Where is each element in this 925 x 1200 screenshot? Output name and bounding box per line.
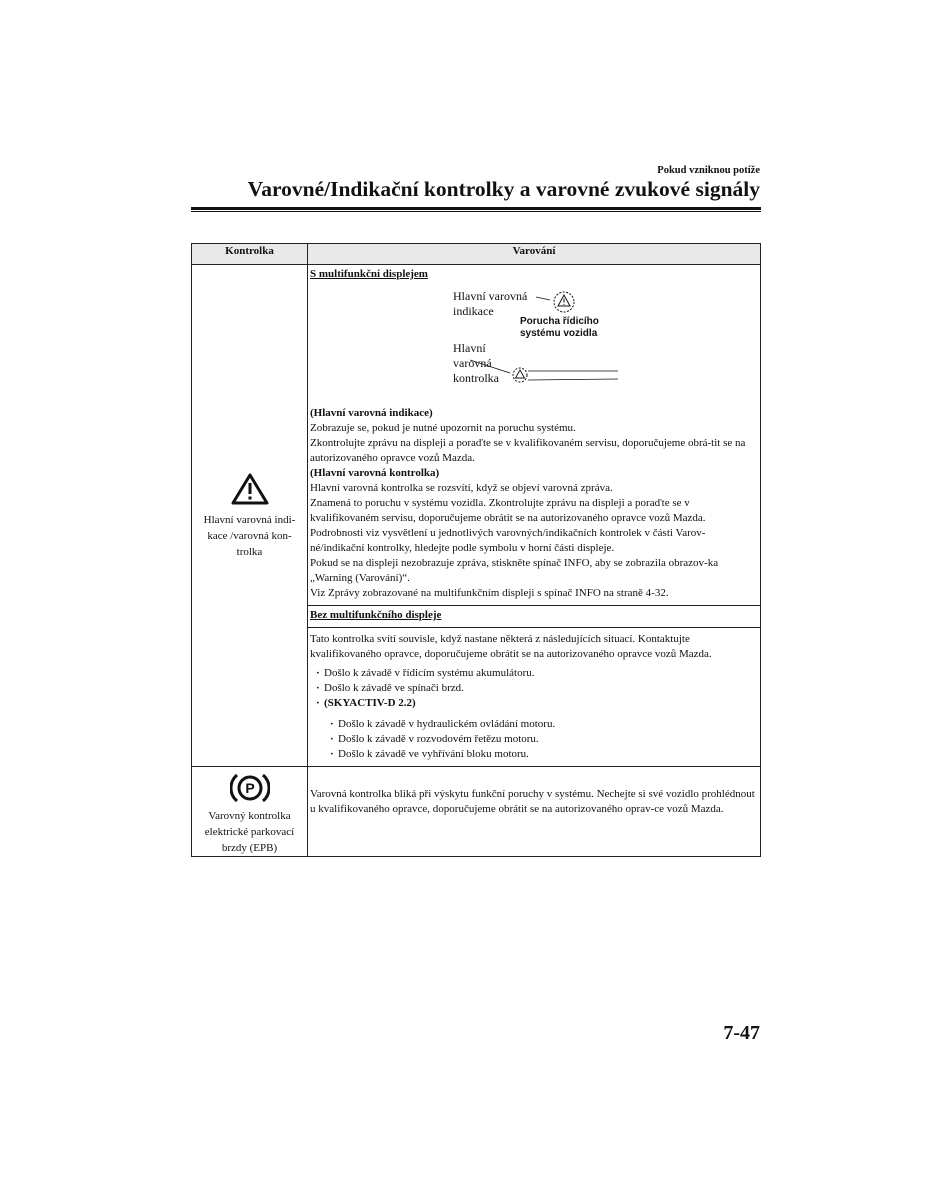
page-number: 7-47 bbox=[723, 1022, 760, 1044]
diagram-label: indikace bbox=[453, 304, 494, 318]
display-diagram bbox=[310, 282, 756, 406]
paragraph: Pokud se na displeji nezobrazuje zpráva, stiskněte spínač INFO, aby se zobrazila obrazov-ka „Warning (Varování)“. bbox=[310, 557, 719, 584]
paragraph: Zobrazuje se, pokud je nutné upozornit na poruchu systému. bbox=[310, 422, 576, 434]
title-rule bbox=[191, 207, 761, 210]
paragraph: Viz Zprávy zobrazované na multifunkčním displeji s spínač INFO na straně 4-32. bbox=[310, 587, 669, 599]
paragraph: Znamená to poruchu v systému vozidla. Zkontrolujte zprávu na displeji a poraďte se v kvalifikovaném servisu, doporučujeme obrátit se na autorizovaného opravce vozů Mazda. bbox=[310, 497, 706, 524]
paragraph-heading: (Hlavní varovná indikace) bbox=[310, 407, 433, 419]
list-item: · Došlo k závadě v řídicím systému akumulátoru. bbox=[316, 666, 756, 681]
text-cell bbox=[308, 265, 761, 767]
table-row bbox=[192, 767, 761, 857]
paragraph-heading: (Hlavní varovná kontrolka) bbox=[310, 467, 440, 479]
paragraph: Hlavní varovná kontrolka se rozsvítí, když se objeví varovná zpráva. bbox=[310, 482, 613, 494]
icon-cell bbox=[192, 767, 308, 857]
column-header-kontrolka: Kontrolka bbox=[192, 244, 308, 265]
paragraph: Podrobnosti viz vysvětlení u jednotlivých varovných/indikačních kontrolek v části Varov-né/indikační kontrolky, hledejte podle symbolu v horní části displeje. bbox=[310, 527, 706, 554]
list-item: · Došlo k závadě v rozvodovém řetězu motoru. bbox=[330, 732, 756, 747]
divider bbox=[308, 605, 760, 606]
diagram-message: systému vozidla bbox=[520, 328, 598, 339]
diagram-label: kontrolka bbox=[453, 371, 499, 385]
warning-table bbox=[191, 243, 761, 857]
text-cell bbox=[308, 767, 761, 857]
master-warning-icon bbox=[230, 472, 270, 506]
section-label: Pokud vzniknou potíže bbox=[657, 165, 760, 176]
sub-bullet-list bbox=[310, 717, 756, 762]
list-item: · Došlo k závadě v hydraulickém ovládání motoru. bbox=[330, 717, 756, 732]
paragraph: Varovná kontrolka bliká při výskytu funkční poruchy v systému. Nechejte si své vozidlo prohlédnout u kvalifikovaného opravce, doporučujeme obrátit se na autorizovaného oprav-ce vozů Mazda. bbox=[310, 788, 755, 815]
bullet-list bbox=[310, 666, 756, 711]
diagram-label: Hlavní bbox=[453, 341, 486, 355]
table-row bbox=[192, 265, 761, 767]
sub-heading: S multifunkční displejem bbox=[310, 268, 428, 280]
diagram-label: varovná bbox=[453, 356, 492, 370]
icon-label: Varovný kontrolka elektrické parkovací brzdy (EPB) bbox=[204, 810, 295, 854]
sub-heading: Bez multifunkčního displeje bbox=[310, 609, 442, 621]
diagram-message: Porucha řídicího bbox=[520, 316, 599, 327]
master-warning-indication-icon bbox=[536, 290, 578, 314]
icon-cell bbox=[192, 265, 308, 767]
diagram-label: Hlavní varovná bbox=[453, 289, 528, 303]
epb-icon-letter: P bbox=[244, 780, 255, 796]
paragraph: Zkontrolujte zprávu na displeji a poraďte se v kvalifikovaném servisu, doporučujeme obrá-tit se na autorizovaného opravce vozů Mazda. bbox=[310, 437, 746, 464]
list-item: · (SKYACTIV-D 2.2) bbox=[316, 696, 756, 711]
icon-label: Hlavní varovná indi-kace /varovná kon-trolka bbox=[203, 513, 296, 558]
column-header-varovani: Varování bbox=[308, 244, 761, 265]
title-rule-thin bbox=[191, 211, 761, 212]
list-item: · Došlo k závadě ve spínači brzd. bbox=[316, 681, 756, 696]
paragraph: Tato kontrolka svítí souvisle, když nastane některá z následujících situací. Kontaktujte kvalifikovaného opravce, doporučujeme obrátit se na autorizovaného opravce vozů Mazda. bbox=[310, 633, 712, 660]
list-item: · Došlo k závadě ve vyhřívání bloku motoru. bbox=[330, 747, 756, 762]
page-title: Varovné/Indikační kontrolky a varovné zvukové signály bbox=[247, 177, 760, 201]
divider bbox=[308, 627, 760, 628]
table-header-row bbox=[192, 244, 761, 265]
master-warning-light-icon bbox=[470, 356, 620, 386]
epb-warning-icon bbox=[230, 771, 270, 805]
